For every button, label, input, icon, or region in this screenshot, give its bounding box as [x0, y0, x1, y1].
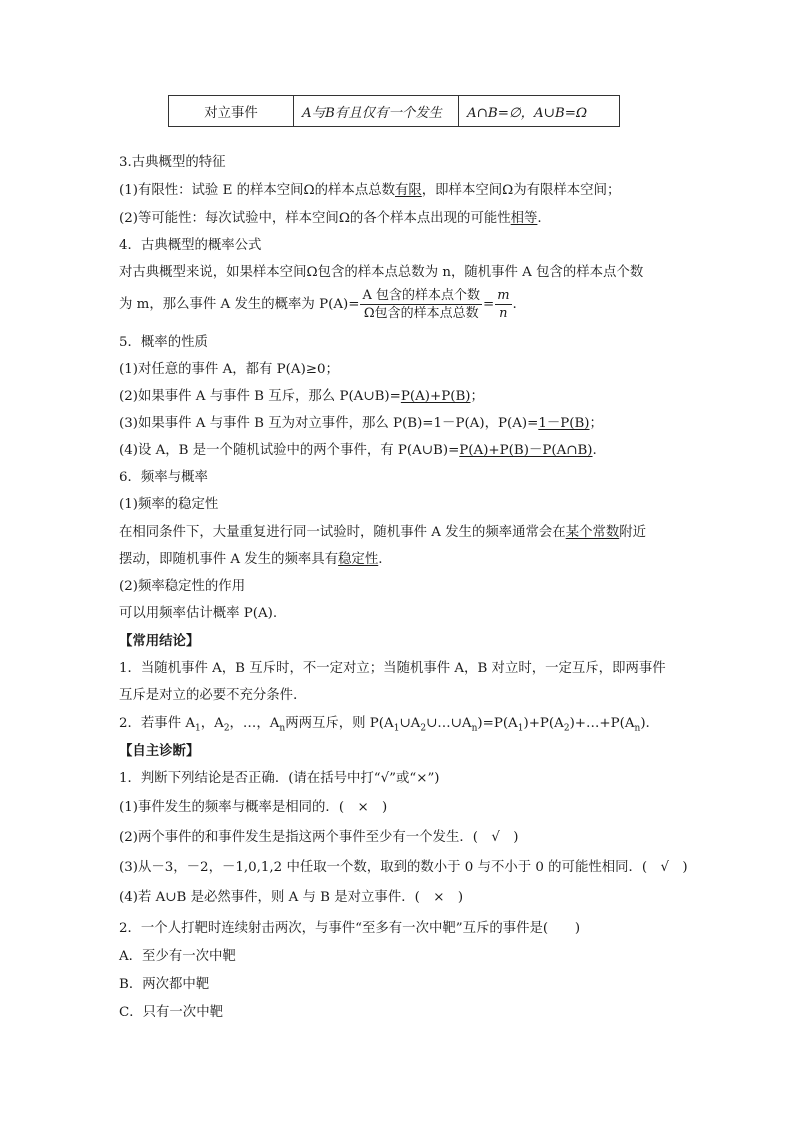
section-3-heading: 3.古典概型的特征	[119, 155, 226, 170]
diagnosis-heading: 【自主诊断】	[119, 743, 200, 759]
section-6-line-1: 在相同条件下，大量重复进行同一试验时，随机事件 A 发生的频率通常会在某个常数附近	[119, 525, 647, 540]
question-1-item-3: (3)从－3，－2，－1,0,1,2 中任取一个数，取到的数小于 0 与不小于 0 的可能性相同．( √ )	[119, 860, 688, 875]
section-6-sub-1: (1)频率的稳定性	[119, 497, 219, 512]
table-cell-definition: A与B有且仅有一个发生	[294, 96, 459, 127]
probability-fraction: $\frac{\text{A 包含的样本点个数}}{\text{Ω包含的样本点总数}}$	[362, 288, 480, 321]
section-3-line-2: (2)等可能性：每次试验中，样本空间Ω的各个样本点出现的可能性相等.	[119, 211, 542, 226]
section-5-line-4: (4)设 A，B 是一个随机试验中的两个事件，有 P(A∪B)=P(A)+P(B)－P(A∩B).	[119, 443, 597, 458]
section-4-heading: 4．古典概型的概率公式	[119, 238, 262, 253]
section-6-line-3: 可以用频率估计概率 P(A).	[119, 606, 278, 621]
section-6-line-2: 摆动，即随机事件 A 发生的频率具有稳定性.	[119, 552, 383, 567]
question-1-item-4: (4)若 A∪B 是必然事件，则 A 与 B 是对立事件．( × )	[119, 890, 464, 905]
option-c: C．只有一次中靶	[119, 1005, 223, 1020]
table-cell-symbol: A∩B=∅，A∪B=Ω	[459, 96, 620, 127]
conclusion-line-3: 2．若事件 $A_1$，$A_2$，…，$A_n$两两互斥，则 $P(A_1\cup A_2\cup\dots\cup A_n)=P(A_1)+P(A_2)+\dots+P(A_n)$.	[119, 716, 650, 734]
section-5-line-1: (1)对任意的事件 A，都有 P(A)≥0；	[119, 362, 339, 377]
question-1-item-1: (1)事件发生的频率与概率是相同的．( × )	[119, 800, 388, 815]
m-over-n-fraction: $\frac{m}{n}$	[497, 288, 510, 321]
table-cell-event-type: 对立事件	[169, 96, 294, 127]
question-1: 1．判断下列结论是否正确．(请在括号中打“√”或“×”)	[119, 771, 440, 786]
event-relation-table	[168, 95, 620, 127]
option-a: A．至少有一次中靶	[119, 949, 236, 964]
conclusion-heading: 【常用结论】	[119, 633, 200, 649]
section-6-heading: 6．频率与概率	[119, 470, 208, 485]
question-1-item-2: (2)两个事件的和事件发生是指这两个事件至少有一个发生．( √ )	[119, 830, 519, 845]
section-6-sub-2: (2)频率稳定性的作用	[119, 579, 246, 594]
section-3-line-1: (1)有限性：试验 E 的样本空间Ω的样本点总数有限，即样本空间Ω为有限样本空间；	[119, 183, 621, 198]
question-2: 2．一个人打靶时连续射击两次，与事件“至多有一次中靶”互斥的事件是( )	[119, 921, 581, 936]
section-5-heading: 5．概率的性质	[119, 335, 208, 350]
section-4-line-1: 对古典概型来说，如果样本空间Ω包含的样本点总数为 n，随机事件 A 包含的样本点个数	[119, 265, 644, 280]
conclusion-line-2: 互斥是对立的必要不充分条件．	[119, 688, 307, 703]
table-row	[169, 96, 620, 127]
option-b: B．两次都中靶	[119, 977, 210, 992]
section-5-line-3: (3)如果事件 A 与事件 B 互为对立事件，那么 P(B)=1－P(A)，P(A)=1－P(B)；	[119, 416, 603, 431]
section-5-line-2: (2)如果事件 A 与事件 B 互斥，那么 P(A∪B)=P(A)+P(B)；	[119, 389, 484, 404]
conclusion-line-1: 1．当随机事件 A，B 互斥时，不一定对立；当随机事件 A，B 对立时，一定互斥，即两事件	[119, 661, 666, 676]
section-4-formula-line: 为 m，那么事件 A 发生的概率为 P(A)= $\frac{\text{A 包含的样本点个数}}{\text{Ω包含的样本点总数}}$ = $\frac{m}{n}$ .	[119, 288, 517, 321]
